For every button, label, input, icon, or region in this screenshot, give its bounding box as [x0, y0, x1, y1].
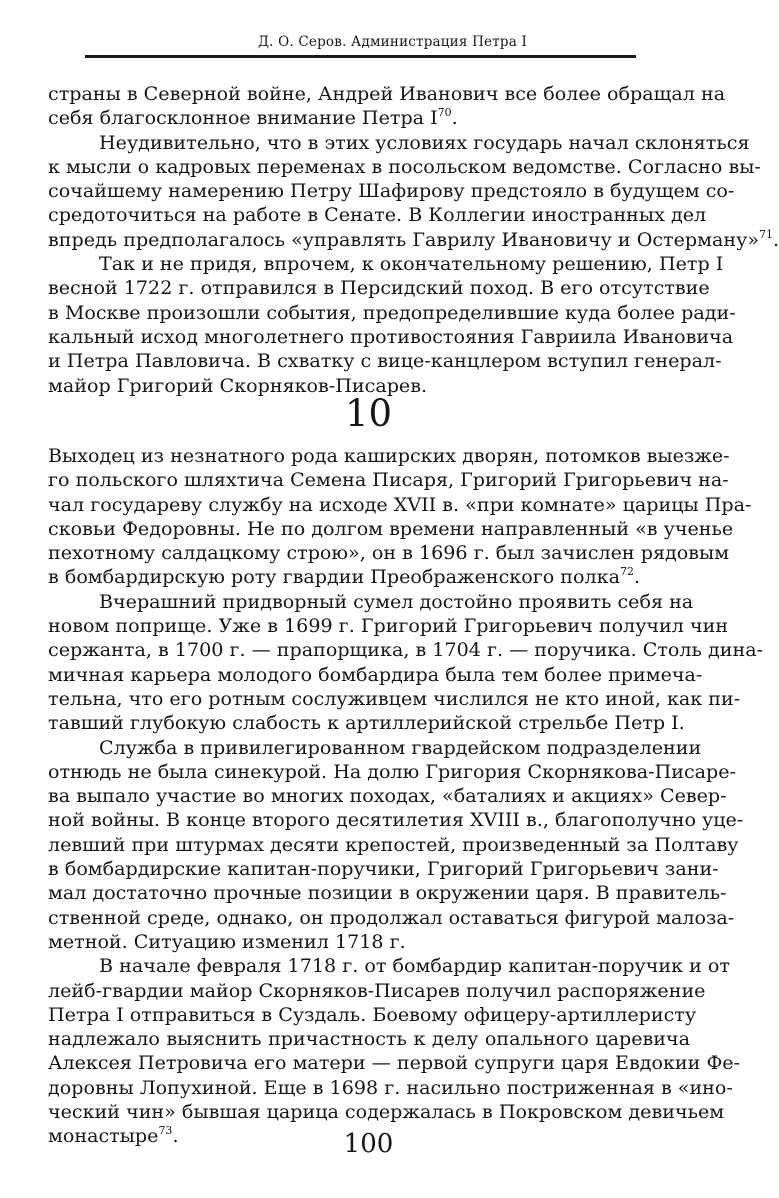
text-line: [48, 808, 744, 832]
text-line: [48, 881, 727, 905]
line-text: Вчерашний придворный сумел достойно проявить себя на: [99, 589, 694, 613]
line-text: к мысли о кадровых переменах в посольском ведомстве. Согласно вы-: [48, 154, 761, 178]
text-line: [48, 1075, 733, 1100]
line-text: ственной среде, однако, он продолжал оставаться фигурой малоза-: [48, 905, 735, 929]
line-text: тельна, что его ротным сослуживцем числился не кто иной, как пи-: [48, 686, 741, 710]
text-line: [48, 349, 722, 373]
line-text: весной 1722 г. отправился в Персидский поход. В его отсутствие: [48, 276, 710, 300]
text-block-chapter-10: [48, 444, 764, 1149]
line-text: монастыре: [48, 1124, 159, 1148]
chapter-number: 10: [344, 392, 393, 435]
line-text: в Москве произошли события, предопределившие куда более ради-: [48, 300, 736, 324]
footnote-ref: 72: [619, 565, 634, 579]
line-text: сковьи Федоровны. Не по долгом времени направленный «в ученье: [48, 516, 734, 540]
text-line: [48, 954, 730, 978]
header-rule: [85, 55, 636, 58]
footnote-ref: 71: [759, 227, 773, 241]
text-line: [48, 468, 729, 492]
line-text: ческий чин» бывшая царица содержалась в Покровском девичьем: [48, 1100, 725, 1124]
line-text: лейб-гвардии майор Скорняков-Писарев получил распоряжение: [48, 978, 706, 1002]
text-line: [48, 614, 729, 638]
text-line: [48, 978, 706, 1003]
text-line: [48, 930, 690, 954]
line-text: впредь предполагалось «управлять Гаврилу Ивановичу и Остерману»: [48, 227, 759, 251]
text-line: [48, 565, 690, 589]
line-text: тавший глубокую слабость к артиллерийской стрельбе Петр I.: [48, 711, 685, 735]
line-text: в бомбардирские капитан-поручики, Григорий Григорьевич зани-: [48, 857, 719, 881]
text-line: [48, 106, 690, 130]
footnote-ref: 73: [158, 1124, 173, 1138]
line-text: отнюдь не была синекурой. На долю Григория Скорнякова-Писаре-: [48, 759, 736, 783]
text-line: [48, 589, 694, 614]
text-line: [48, 300, 736, 325]
line-text: Служба в привилегированном гвардейском подразделении: [99, 735, 702, 759]
line-text: доровны Лопухиной. Еще в 1698 г. насильно постриженная в «ино-: [48, 1075, 733, 1099]
text-line: [48, 154, 761, 179]
line-text: и Петра Павловича. В схватку с вице-канцлером вступил генерал-: [48, 349, 722, 373]
text-line: [48, 1100, 725, 1124]
line-text: Неудивительно, что в этих условиях государь начал склоняться: [99, 130, 750, 154]
line-text: метной. Ситуацию изменил 1718 г.: [48, 929, 406, 953]
text-line: [48, 276, 710, 300]
text-line: [48, 541, 730, 565]
text-line: [48, 832, 739, 857]
line-text: В начале февраля 1718 г. от бомбардир капитан-поручик и от: [99, 954, 730, 978]
line-text: Так и не придя, впрочем, к окончательному решению, Петр I: [99, 252, 724, 276]
line-punctuation: .: [773, 227, 779, 251]
line-text: страны в Северной войне, Андрей Иванович все более обращал на: [48, 82, 726, 105]
text-line: [48, 905, 735, 930]
page-number: 100: [343, 1129, 394, 1159]
text-line: [48, 1027, 690, 1051]
text-line: [48, 444, 730, 468]
text-line: [48, 492, 752, 517]
line-text: майор Григорий Скорняков-Писарев.: [48, 373, 428, 397]
line-text: в бомбардирскую роту гвардии Преображенского полка: [48, 565, 620, 589]
line-text: ва выпало участие во многих походах, «баталиях и акциях» Север-: [48, 784, 727, 808]
text-line: [48, 784, 727, 808]
text-line: [48, 130, 750, 155]
line-text: левший при штурмах десяти крепостей, произведенный за Полтаву: [48, 832, 739, 856]
line-text: Выходец из незнатного рода каширских дворян, потомков выезже-: [48, 444, 730, 467]
text-line: [48, 686, 741, 711]
line-text: себя благосклонное внимание Петра I: [48, 106, 438, 130]
line-text: сочайшему намерению Петру Шафирову предстояло в будущем со-: [48, 179, 735, 203]
text-line: [48, 516, 734, 541]
line-text: средоточиться на работе в Сенате. В Коллегии иностранных дел: [48, 203, 707, 227]
text-line: [48, 662, 703, 687]
text-line: [48, 82, 726, 106]
line-text: мичная карьера молодого бомбардира была тем более примеча-: [48, 662, 703, 686]
line-text: ной войны. В конце второго десятилетия XVIII в., благополучно уце-: [48, 808, 744, 832]
text-line: [48, 324, 734, 349]
text-line: [48, 711, 690, 735]
line-punctuation: .: [633, 565, 641, 589]
line-text: мал достаточно прочные позиции в окружении царя. В правитель-: [48, 881, 727, 905]
line-text: новом поприще. Уже в 1699 г. Григорий Григорьевич получил чин: [48, 614, 729, 638]
line-punctuation: .: [451, 106, 458, 130]
line-text: пехотному салдацкому строю», он в 1696 г. был зачислен рядовым: [48, 541, 730, 565]
text-line: [48, 203, 707, 227]
text-line: [48, 857, 719, 881]
running-header: Д. О. Серов. Администрация Петра I: [257, 34, 528, 50]
line-text: Петра I отправиться в Суздаль. Боевому офицеру-артиллеристу: [48, 1002, 697, 1026]
line-text: Алексея Петровича его матери — первой супруги царя Евдокии Фе-: [48, 1051, 741, 1075]
text-line: [48, 227, 779, 252]
footnote-ref: 70: [437, 106, 452, 120]
line-text: сержанта, в 1700 г. — прапорщика, в 1704 г. — поручика. Столь дина-: [48, 638, 764, 662]
text-block-before-chapter: [48, 82, 779, 398]
text-line: [48, 179, 735, 203]
text-line: [48, 252, 724, 276]
line-punctuation: .: [172, 1124, 179, 1148]
line-text: кальный исход многолетнего противостояния Гавриила Ивановича: [48, 324, 734, 348]
text-line: [48, 1051, 741, 1075]
text-line: [48, 759, 736, 784]
line-text: чал государеву службу на исходе XVII в. «при комнате» царицы Пра-: [48, 492, 752, 516]
text-line: [48, 638, 764, 662]
line-text: го польского шляхтича Семена Писаря, Григорий Григорьевич на-: [48, 468, 729, 492]
text-line: [48, 735, 702, 760]
text-line: [48, 1002, 697, 1027]
line-text: надлежало выяснить причастность к делу опального царевича: [48, 1027, 690, 1051]
